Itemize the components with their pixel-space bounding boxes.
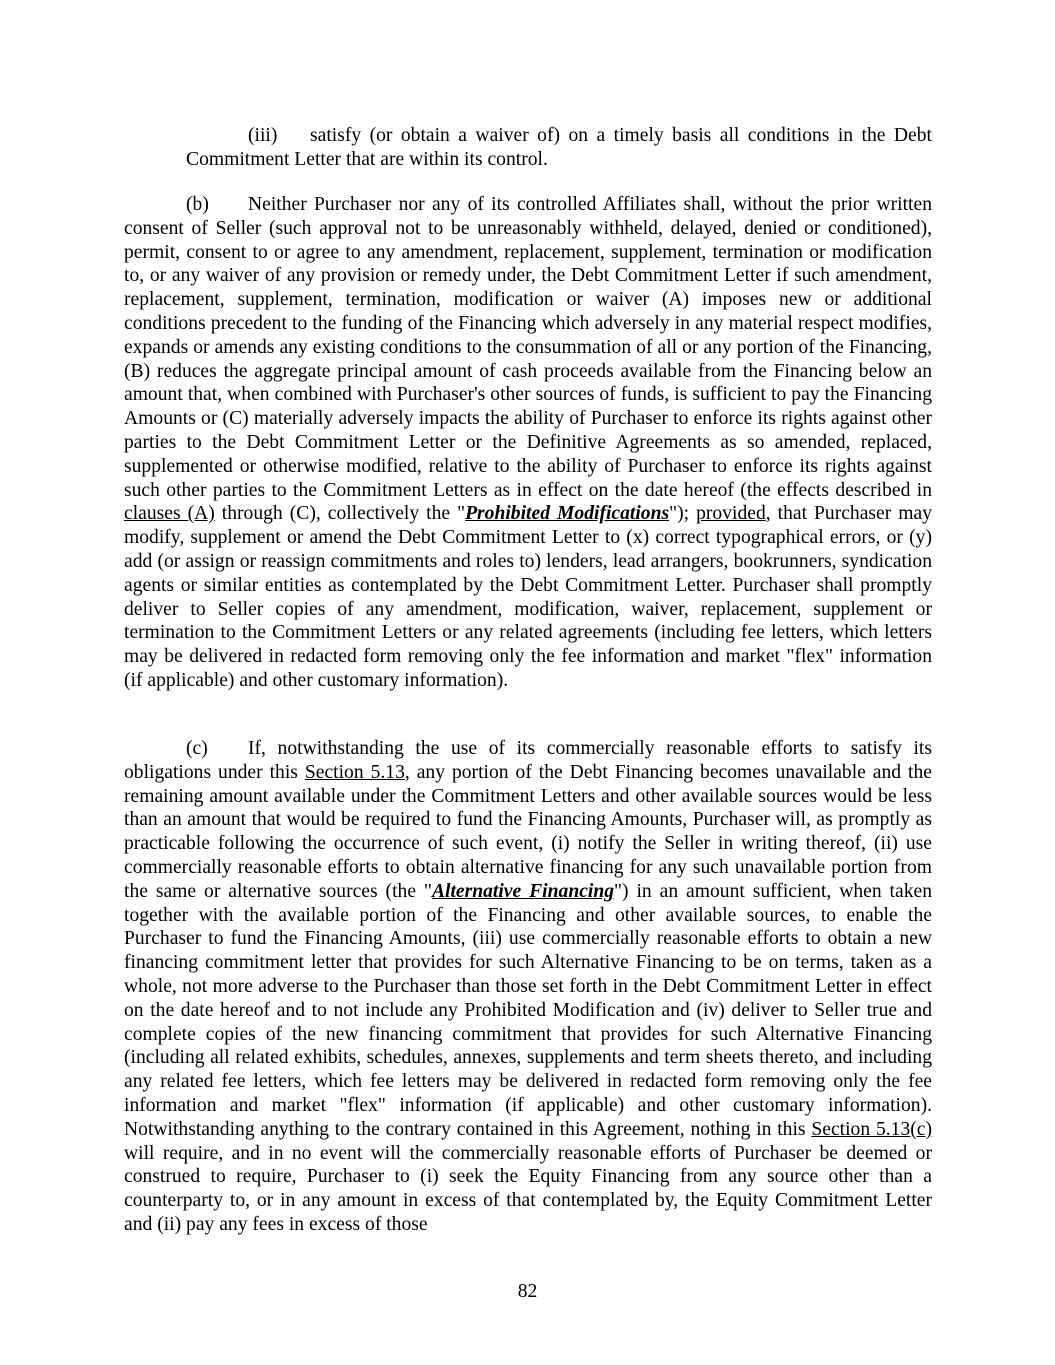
paragraph-label: (c) (186, 738, 208, 759)
paragraph-text: "); (669, 503, 690, 525)
paragraph-text: If, notwithstanding the use of its commercially reasonable efforts to satisfy its obligations under this (124, 738, 932, 783)
cross-reference-section: Section 5.13 (304, 761, 405, 783)
paragraph-text: will require, and in no event will the commercially reasonable efforts of Purchaser be deemed or construed to require, Purchaser to (i) seek the Equity Financing from any source other than a counterparty to, or in any amount in excess of that contemplated by, the Equity Commitment Letter and (ii) pay any fees in excess of those (124, 1142, 932, 1235)
paragraph-c (124, 737, 932, 1237)
paragraph-text: , that Purchaser may modify, supplement or amend the Debt Commitment Letter to (x) correct typographical errors, or (y) add (or assign or reassign commitments and roles to) lenders, lead arrangers, bookrunners, syndication agents or similar entities as contemplated by the Debt Commitment Letter. Purchaser shall promptly deliver to Seller copies of any amendment, modification, waiver, replacement, supplement or termination to the Commitment Letters or any related agreements (including fee letters, which letters may be delivered in redacted form removing only the fee information and market "flex" information (if applicable) and other customary information). (124, 503, 933, 691)
page-number: 82 (517, 1281, 538, 1302)
paragraph-label: (iii) (248, 125, 278, 146)
paragraph-b (124, 193, 932, 693)
defined-term-alternative-financing: Alternative Financing (431, 880, 615, 902)
paragraph-text: , any portion of the Debt Financing becomes unavailable and the remaining amount available under the Commitment Letters and other available sources would be less than an amount that would be required to fund the Financing Amounts, Purchaser will, as promptly as practicable following the occurrence of such event, (i) notify the Seller in writing thereof, (ii) use commercially reasonable efforts to obtain alternative financing for any such unavailable portion from the same or alternative sources (the " (124, 761, 932, 902)
paragraph-text: Neither Purchaser nor any of its controlled Affiliates shall, without the prior written consent of Seller (such approval not to be unreasonably withheld, delayed, denied or conditioned), permit, consent to or agree to any amendment, replacement, supplement, termination or modification to, or any waiver of any provision or remedy under, the Debt Commitment Letter if such amendment, replacement, supplement, termination, modification or waiver (A) imposes new or additional conditions precedent to the funding of the Financing which adversely in any material respect modifies, expands or amends any existing conditions to the consummation of all or any portion of the Financing, (B) reduces the aggregate principal amount of cash proceeds available from the Financing below an amount that, when combined with Purchaser's other sources of funds, is sufficient to pay the Financing Amounts or (C) materially adversely impacts the ability of Purchaser to enforce its rights against other parties to the Debt Commitment Letter or the Definitive Agreements as so amended, replaced, supplemented or otherwise modified, relative to the ability of Purchaser to enforce its rights against such other parties to the Commitment Letters as in effect on the date hereof (the effects described in (124, 194, 932, 501)
paragraph-iii (186, 124, 932, 172)
paragraph-text: through (C), collectively the " (221, 503, 466, 525)
paragraph-text: satisfy (or obtain a waiver of) on a timely basis all conditions in the Debt Commitment Letter that are within its control. (186, 125, 932, 170)
paragraph-label: (b) (186, 194, 209, 215)
provided-term: provided (696, 503, 766, 525)
defined-term-prohibited-modifications: Prohibited Modifications (465, 503, 670, 525)
cross-reference-section-c: Section 5.13(c) (811, 1118, 932, 1140)
cross-reference-clauses: clauses (A) (124, 503, 215, 525)
paragraph-text: ") in an amount sufficient, when taken together with the available portion of the Financing and other available sources, to enable the Purchaser to fund the Financing Amounts, (iii) use commercially reasonable efforts to obtain a new financing commitment letter that provides for such Alternative Financing to be on terms, taken as a whole, not more adverse to the Purchaser than those set forth in the Debt Commitment Letter in effect on the date hereof and to not include any Prohibited Modification and (iv) deliver to Seller true and complete copies of the new financing commitment that provides for such Alternative Financing (including all related exhibits, schedules, annexes, supplements and term sheets thereto, and including any related fee letters, which fee letters may be delivered in redacted form removing only the fee information and market "flex" information (if applicable) and other customary information). Notwithstanding anything to the contrary contained in this Agreement, nothing in this (124, 880, 932, 1140)
